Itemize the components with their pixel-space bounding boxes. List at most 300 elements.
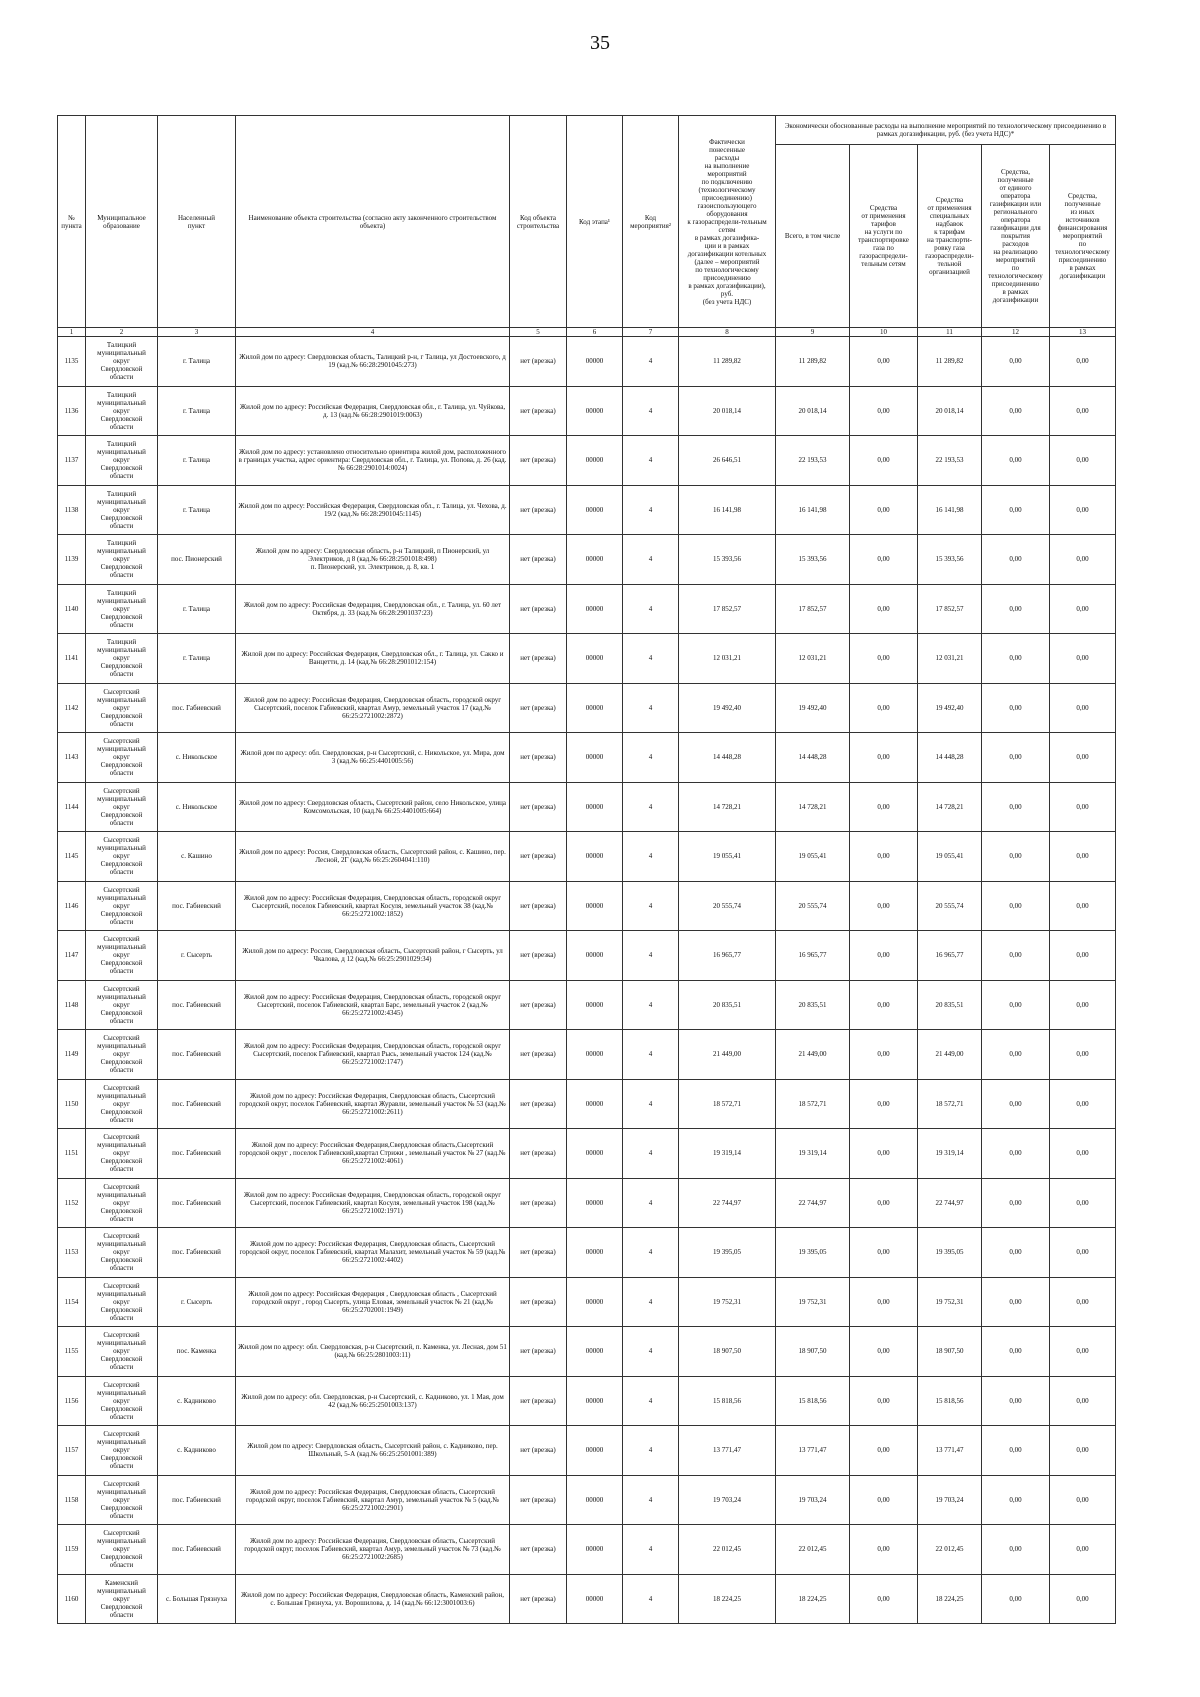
column-number: 4 bbox=[236, 328, 510, 337]
surcharges-cell: 18 224,25 bbox=[918, 1574, 982, 1624]
other-sources-cell: 0,00 bbox=[1050, 634, 1116, 684]
table-row bbox=[58, 980, 1116, 1030]
actual-expenses-cell: 14 728,21 bbox=[679, 782, 776, 832]
row-number: 1145 bbox=[58, 832, 86, 882]
settlement-cell: г. Талица bbox=[158, 337, 236, 387]
surcharges-cell: 19 395,05 bbox=[918, 1228, 982, 1278]
other-sources-cell: 0,00 bbox=[1050, 1475, 1116, 1525]
object-code-cell: нет (врезка) bbox=[510, 1574, 567, 1624]
object-code-cell: нет (врезка) bbox=[510, 386, 567, 436]
object-cell: Жилой дом по адресу: Российская Федерация, Свердловская область, городской округ Сысертский, поселок Габиевский, квартал Косуля, земельный участок 198 (кад.№ 66:25:2721002:1971) bbox=[236, 1178, 510, 1228]
municipality-cell: Талицкий муниципальный округ Свердловской области bbox=[86, 386, 158, 436]
operator-funds-cell: 0,00 bbox=[982, 337, 1050, 387]
register-table bbox=[57, 115, 1116, 1624]
event-code-cell: 4 bbox=[623, 733, 679, 783]
stage-code-cell: 00000 bbox=[567, 1525, 623, 1575]
object-code-cell: нет (врезка) bbox=[510, 485, 567, 535]
stage-code-cell: 00000 bbox=[567, 584, 623, 634]
stage-code-cell: 00000 bbox=[567, 733, 623, 783]
row-number: 1137 bbox=[58, 436, 86, 486]
operator-funds-cell: 0,00 bbox=[982, 1030, 1050, 1080]
event-code-cell: 4 bbox=[623, 634, 679, 684]
stage-code-cell: 00000 bbox=[567, 980, 623, 1030]
col-header-municipality: Муниципальное образование bbox=[86, 116, 158, 328]
operator-funds-cell: 0,00 bbox=[982, 931, 1050, 981]
surcharges-cell: 19 703,24 bbox=[918, 1475, 982, 1525]
col-header-object-code: Код объекта строительства bbox=[510, 116, 567, 328]
other-sources-cell: 0,00 bbox=[1050, 1178, 1116, 1228]
municipality-cell: Сысертский муниципальный округ Свердловской области bbox=[86, 733, 158, 783]
object-cell: Жилой дом по адресу: Российская Федерация, Свердловская область, Каменский район, с. Большая Грязнуха, ул. Ворошилова, д. 14 (кад.№ 66:12:3001003:6) bbox=[236, 1574, 510, 1624]
object-code-cell: нет (врезка) bbox=[510, 337, 567, 387]
object-cell: Жилой дом по адресу: Российская Федерация, Свердловская область, городской округ Сысертский, поселок Габиевский, квартал Косуля, земельный участок 38 (кад.№ 66:25:2721002:1852) bbox=[236, 881, 510, 931]
object-code-cell: нет (врезка) bbox=[510, 980, 567, 1030]
tariffs-cell: 0,00 bbox=[850, 634, 918, 684]
table-row bbox=[58, 1574, 1116, 1624]
table-row bbox=[58, 881, 1116, 931]
other-sources-cell: 0,00 bbox=[1050, 436, 1116, 486]
total-cell: 19 492,40 bbox=[776, 683, 850, 733]
total-cell: 14 448,28 bbox=[776, 733, 850, 783]
other-sources-cell: 0,00 bbox=[1050, 485, 1116, 535]
total-cell: 13 771,47 bbox=[776, 1426, 850, 1476]
settlement-cell: с. Большая Грязнуха bbox=[158, 1574, 236, 1624]
tariffs-cell: 0,00 bbox=[850, 1277, 918, 1327]
object-code-cell: нет (врезка) bbox=[510, 1129, 567, 1179]
event-code-cell: 4 bbox=[623, 386, 679, 436]
surcharges-cell: 16 141,98 bbox=[918, 485, 982, 535]
event-code-cell: 4 bbox=[623, 584, 679, 634]
operator-funds-cell: 0,00 bbox=[982, 1129, 1050, 1179]
total-cell: 16 965,77 bbox=[776, 931, 850, 981]
surcharges-cell: 19 492,40 bbox=[918, 683, 982, 733]
row-number: 1146 bbox=[58, 881, 86, 931]
row-number: 1159 bbox=[58, 1525, 86, 1575]
tariffs-cell: 0,00 bbox=[850, 1079, 918, 1129]
other-sources-cell: 0,00 bbox=[1050, 881, 1116, 931]
table-row bbox=[58, 535, 1116, 585]
settlement-cell: с. Кадниково bbox=[158, 1376, 236, 1426]
object-cell: Жилой дом по адресу: Российская Федерация, Свердловская область, Сысертский городской округ, поселок Габиевский, квартал Журавли, земельный участок № 53 (кад.№ 66:25:2721002:2611) bbox=[236, 1079, 510, 1129]
total-cell: 12 031,21 bbox=[776, 634, 850, 684]
object-cell: Жилой дом по адресу: Россия, Свердловская область, Сысертский район, г Сысерть, ул Чкалова, д 12 (кад.№ 66:25:2901029:34) bbox=[236, 931, 510, 981]
municipality-cell: Каменский муниципальный округ Свердловской области bbox=[86, 1574, 158, 1624]
operator-funds-cell: 0,00 bbox=[982, 1475, 1050, 1525]
actual-expenses-cell: 12 031,21 bbox=[679, 634, 776, 684]
surcharges-cell: 22 193,53 bbox=[918, 436, 982, 486]
column-number: 10 bbox=[850, 328, 918, 337]
object-code-cell: нет (врезка) bbox=[510, 1525, 567, 1575]
table-row bbox=[58, 832, 1116, 882]
surcharges-cell: 18 907,50 bbox=[918, 1327, 982, 1377]
settlement-cell: пос. Габиевский bbox=[158, 1525, 236, 1575]
actual-expenses-cell: 18 907,50 bbox=[679, 1327, 776, 1377]
stage-code-cell: 00000 bbox=[567, 1376, 623, 1426]
row-number: 1148 bbox=[58, 980, 86, 1030]
operator-funds-cell: 0,00 bbox=[982, 1574, 1050, 1624]
municipality-cell: Сысертский муниципальный округ Свердловской области bbox=[86, 1327, 158, 1377]
operator-funds-cell: 0,00 bbox=[982, 436, 1050, 486]
column-number: 3 bbox=[158, 328, 236, 337]
municipality-cell: Талицкий муниципальный округ Свердловской области bbox=[86, 485, 158, 535]
municipality-cell: Талицкий муниципальный округ Свердловской области bbox=[86, 436, 158, 486]
surcharges-cell: 22 012,45 bbox=[918, 1525, 982, 1575]
stage-code-cell: 00000 bbox=[567, 1574, 623, 1624]
column-number: 6 bbox=[567, 328, 623, 337]
tariffs-cell: 0,00 bbox=[850, 1574, 918, 1624]
municipality-cell: Сысертский муниципальный округ Свердловской области bbox=[86, 931, 158, 981]
stage-code-cell: 00000 bbox=[567, 1030, 623, 1080]
tariffs-cell: 0,00 bbox=[850, 931, 918, 981]
operator-funds-cell: 0,00 bbox=[982, 832, 1050, 882]
object-cell: Жилой дом по адресу: Свердловская область, Сысертский район, село Никольское, улица Комсомольская, 10 (кад.№ 66:25:4401005:664) bbox=[236, 782, 510, 832]
total-cell: 17 852,57 bbox=[776, 584, 850, 634]
stage-code-cell: 00000 bbox=[567, 535, 623, 585]
total-cell: 19 703,24 bbox=[776, 1475, 850, 1525]
event-code-cell: 4 bbox=[623, 1525, 679, 1575]
object-code-cell: нет (врезка) bbox=[510, 535, 567, 585]
object-code-cell: нет (врезка) bbox=[510, 436, 567, 486]
municipality-cell: Сысертский муниципальный округ Свердловской области bbox=[86, 782, 158, 832]
total-cell: 19 395,05 bbox=[776, 1228, 850, 1278]
object-code-cell: нет (врезка) bbox=[510, 1426, 567, 1476]
settlement-cell: пос. Габиевский bbox=[158, 1079, 236, 1129]
surcharges-cell: 15 818,56 bbox=[918, 1376, 982, 1426]
col-header-event-code: Код мероприятия² bbox=[623, 116, 679, 328]
object-code-cell: нет (врезка) bbox=[510, 1475, 567, 1525]
row-number: 1140 bbox=[58, 584, 86, 634]
object-cell: Жилой дом по адресу: Российская Федерация, Свердловская обл., г. Талица, ул. Чехова, д. 19/2 (кад.№ 66:28:2901045:1145) bbox=[236, 485, 510, 535]
settlement-cell: с. Никольское bbox=[158, 733, 236, 783]
operator-funds-cell: 0,00 bbox=[982, 634, 1050, 684]
total-cell: 21 449,00 bbox=[776, 1030, 850, 1080]
object-cell: Жилой дом по адресу: Свердловская область, р-н Талицкий, п Пионерский, ул Электриков, д 8 (кад.№ 66:28:2501018:498) п. Пионерский, ул. Электриков, д. 8, кв. 1 bbox=[236, 535, 510, 585]
other-sources-cell: 0,00 bbox=[1050, 980, 1116, 1030]
row-number: 1141 bbox=[58, 634, 86, 684]
table-row bbox=[58, 634, 1116, 684]
stage-code-cell: 00000 bbox=[567, 782, 623, 832]
object-code-cell: нет (врезка) bbox=[510, 931, 567, 981]
municipality-cell: Талицкий муниципальный округ Свердловской области bbox=[86, 535, 158, 585]
event-code-cell: 4 bbox=[623, 1228, 679, 1278]
tariffs-cell: 0,00 bbox=[850, 881, 918, 931]
row-number: 1143 bbox=[58, 733, 86, 783]
table-row bbox=[58, 1426, 1116, 1476]
row-number: 1144 bbox=[58, 782, 86, 832]
col-header-other-sources: Средства, полученные из иных источников финансирования мероприятий по технологическому присоединению в рамках догазификации bbox=[1050, 145, 1116, 328]
other-sources-cell: 0,00 bbox=[1050, 1525, 1116, 1575]
surcharges-cell: 14 448,28 bbox=[918, 733, 982, 783]
row-number: 1142 bbox=[58, 683, 86, 733]
settlement-cell: г. Талица bbox=[158, 584, 236, 634]
other-sources-cell: 0,00 bbox=[1050, 832, 1116, 882]
table-row bbox=[58, 1277, 1116, 1327]
event-code-cell: 4 bbox=[623, 881, 679, 931]
table-row bbox=[58, 1228, 1116, 1278]
other-sources-cell: 0,00 bbox=[1050, 1030, 1116, 1080]
actual-expenses-cell: 15 393,56 bbox=[679, 535, 776, 585]
event-code-cell: 4 bbox=[623, 1376, 679, 1426]
settlement-cell: с. Кашино bbox=[158, 832, 236, 882]
surcharges-cell: 19 319,14 bbox=[918, 1129, 982, 1179]
table-row bbox=[58, 931, 1116, 981]
surcharges-cell: 22 744,97 bbox=[918, 1178, 982, 1228]
municipality-cell: Сысертский муниципальный округ Свердловской области bbox=[86, 1228, 158, 1278]
municipality-cell: Талицкий муниципальный округ Свердловской области bbox=[86, 337, 158, 387]
event-code-cell: 4 bbox=[623, 931, 679, 981]
col-header-operator-funds: Средства, полученные от единого оператора газификации или регионального оператора газификации для покрытия расходов на реализацию мероприятий по технологическому присоединению в рамках догазификации bbox=[982, 145, 1050, 328]
object-cell: Жилой дом по адресу: Российская Федерация, Свердловская обл., г. Талица, ул. Сакко и Ванцетти, д. 14 (кад.№ 66:28:2901012:154) bbox=[236, 634, 510, 684]
total-cell: 18 572,71 bbox=[776, 1079, 850, 1129]
settlement-cell: г. Сысерть bbox=[158, 1277, 236, 1327]
stage-code-cell: 00000 bbox=[567, 634, 623, 684]
tariffs-cell: 0,00 bbox=[850, 832, 918, 882]
other-sources-cell: 0,00 bbox=[1050, 1079, 1116, 1129]
tariffs-cell: 0,00 bbox=[850, 485, 918, 535]
column-number: 9 bbox=[776, 328, 850, 337]
tariffs-cell: 0,00 bbox=[850, 436, 918, 486]
event-code-cell: 4 bbox=[623, 535, 679, 585]
row-number: 1158 bbox=[58, 1475, 86, 1525]
total-cell: 19 055,41 bbox=[776, 832, 850, 882]
operator-funds-cell: 0,00 bbox=[982, 386, 1050, 436]
column-number: 5 bbox=[510, 328, 567, 337]
table-row bbox=[58, 337, 1116, 387]
municipality-cell: Сысертский муниципальный округ Свердловской области bbox=[86, 683, 158, 733]
tariffs-cell: 0,00 bbox=[850, 337, 918, 387]
other-sources-cell: 0,00 bbox=[1050, 535, 1116, 585]
column-number: 8 bbox=[679, 328, 776, 337]
object-code-cell: нет (врезка) bbox=[510, 1376, 567, 1426]
event-code-cell: 4 bbox=[623, 1277, 679, 1327]
total-cell: 16 141,98 bbox=[776, 485, 850, 535]
tariffs-cell: 0,00 bbox=[850, 733, 918, 783]
actual-expenses-cell: 13 771,47 bbox=[679, 1426, 776, 1476]
surcharges-cell: 12 031,21 bbox=[918, 634, 982, 684]
surcharges-cell: 21 449,00 bbox=[918, 1030, 982, 1080]
object-code-cell: нет (врезка) bbox=[510, 683, 567, 733]
settlement-cell: пос. Габиевский bbox=[158, 1228, 236, 1278]
stage-code-cell: 00000 bbox=[567, 1327, 623, 1377]
object-cell: Жилой дом по адресу: Российская Федерация,Свердловская область,Сысертский городской округ , поселок Габиевский,квартал Стрижи , земельный участок № 27 (кад.№ 66:25:2721002:4061) bbox=[236, 1129, 510, 1179]
other-sources-cell: 0,00 bbox=[1050, 683, 1116, 733]
object-cell: Жилой дом по адресу: Российская Федерация , Свердловская область , Сысертский городской округ , город Сысерть, улица Еловая, земельный участок № 21 (кад.№ 66:25:2702001:1949) bbox=[236, 1277, 510, 1327]
actual-expenses-cell: 15 818,56 bbox=[679, 1376, 776, 1426]
table-row bbox=[58, 1030, 1116, 1080]
tariffs-cell: 0,00 bbox=[850, 386, 918, 436]
object-code-cell: нет (врезка) bbox=[510, 881, 567, 931]
total-cell: 20 835,51 bbox=[776, 980, 850, 1030]
actual-expenses-cell: 26 646,51 bbox=[679, 436, 776, 486]
event-code-cell: 4 bbox=[623, 337, 679, 387]
stage-code-cell: 00000 bbox=[567, 337, 623, 387]
surcharges-cell: 16 965,77 bbox=[918, 931, 982, 981]
settlement-cell: пос. Габиевский bbox=[158, 1178, 236, 1228]
tariffs-cell: 0,00 bbox=[850, 1030, 918, 1080]
table-row bbox=[58, 683, 1116, 733]
object-cell: Жилой дом по адресу: Российская Федерация, Свердловская область, Сысертский городской округ, поселок Габиевский, квартал Амур, земельный участок № 73 (кад.№ 66:25:2721002:2685) bbox=[236, 1525, 510, 1575]
settlement-cell: с. Кадниково bbox=[158, 1426, 236, 1476]
event-code-cell: 4 bbox=[623, 436, 679, 486]
municipality-cell: Сысертский муниципальный округ Свердловской области bbox=[86, 1178, 158, 1228]
municipality-cell: Сысертский муниципальный округ Свердловской области bbox=[86, 1277, 158, 1327]
row-number: 1156 bbox=[58, 1376, 86, 1426]
stage-code-cell: 00000 bbox=[567, 683, 623, 733]
column-number: 2 bbox=[86, 328, 158, 337]
tariffs-cell: 0,00 bbox=[850, 1426, 918, 1476]
actual-expenses-cell: 20 835,51 bbox=[679, 980, 776, 1030]
surcharges-cell: 14 728,21 bbox=[918, 782, 982, 832]
actual-expenses-cell: 19 703,24 bbox=[679, 1475, 776, 1525]
operator-funds-cell: 0,00 bbox=[982, 1178, 1050, 1228]
settlement-cell: г. Талица bbox=[158, 386, 236, 436]
object-cell: Жилой дом по адресу: Российская Федерация, Свердловская область, городской округ Сысертский, поселок Габиевский, квартал Амур, земельный участок 17 (кад.№ 66:25:2721002:2872) bbox=[236, 683, 510, 733]
tariffs-cell: 0,00 bbox=[850, 584, 918, 634]
operator-funds-cell: 0,00 bbox=[982, 1327, 1050, 1377]
municipality-cell: Сысертский муниципальный округ Свердловской области bbox=[86, 1525, 158, 1575]
event-code-cell: 4 bbox=[623, 1426, 679, 1476]
operator-funds-cell: 0,00 bbox=[982, 1525, 1050, 1575]
object-cell: Жилой дом по адресу: Российская Федерация, Свердловская обл., г. Талица, ул. Чуйкова, д. 13 (кад.№ 66:28:2901019:0063) bbox=[236, 386, 510, 436]
row-number: 1149 bbox=[58, 1030, 86, 1080]
settlement-cell: пос. Габиевский bbox=[158, 1030, 236, 1080]
table-row bbox=[58, 1525, 1116, 1575]
surcharges-cell: 17 852,57 bbox=[918, 584, 982, 634]
municipality-cell: Сысертский муниципальный округ Свердловской области bbox=[86, 980, 158, 1030]
operator-funds-cell: 0,00 bbox=[982, 881, 1050, 931]
actual-expenses-cell: 16 141,98 bbox=[679, 485, 776, 535]
other-sources-cell: 0,00 bbox=[1050, 733, 1116, 783]
row-number: 1151 bbox=[58, 1129, 86, 1179]
row-number: 1150 bbox=[58, 1079, 86, 1129]
surcharges-cell: 20 835,51 bbox=[918, 980, 982, 1030]
stage-code-cell: 00000 bbox=[567, 1426, 623, 1476]
actual-expenses-cell: 19 395,05 bbox=[679, 1228, 776, 1278]
total-cell: 18 224,25 bbox=[776, 1574, 850, 1624]
tariffs-cell: 0,00 bbox=[850, 535, 918, 585]
table-row bbox=[58, 485, 1116, 535]
settlement-cell: пос. Пионерский bbox=[158, 535, 236, 585]
row-number: 1152 bbox=[58, 1178, 86, 1228]
total-cell: 22 744,97 bbox=[776, 1178, 850, 1228]
stage-code-cell: 00000 bbox=[567, 386, 623, 436]
object-cell: Жилой дом по адресу: обл. Свердловская, р-н Сысертский, с. Кадниково, ул. 1 Мая, дом 42 (кад.№ 66:25:2501003:137) bbox=[236, 1376, 510, 1426]
operator-funds-cell: 0,00 bbox=[982, 1277, 1050, 1327]
actual-expenses-cell: 19 055,41 bbox=[679, 832, 776, 882]
tariffs-cell: 0,00 bbox=[850, 980, 918, 1030]
actual-expenses-cell: 14 448,28 bbox=[679, 733, 776, 783]
stage-code-cell: 00000 bbox=[567, 1129, 623, 1179]
row-number: 1135 bbox=[58, 337, 86, 387]
stage-code-cell: 00000 bbox=[567, 1277, 623, 1327]
actual-expenses-cell: 22 744,97 bbox=[679, 1178, 776, 1228]
other-sources-cell: 0,00 bbox=[1050, 386, 1116, 436]
municipality-cell: Сысертский муниципальный округ Свердловской области bbox=[86, 1376, 158, 1426]
other-sources-cell: 0,00 bbox=[1050, 584, 1116, 634]
municipality-cell: Сысертский муниципальный округ Свердловской области bbox=[86, 1475, 158, 1525]
operator-funds-cell: 0,00 bbox=[982, 782, 1050, 832]
actual-expenses-cell: 19 492,40 bbox=[679, 683, 776, 733]
col-header-settlement: Населенный пункт bbox=[158, 116, 236, 328]
event-code-cell: 4 bbox=[623, 1178, 679, 1228]
other-sources-cell: 0,00 bbox=[1050, 337, 1116, 387]
object-cell: Жилой дом по адресу: Свердловская область, Талицкий р-н, г Талица, ул Достоевского, д 19 (кад.№ 66:28:2901045:273) bbox=[236, 337, 510, 387]
object-code-cell: нет (врезка) bbox=[510, 1277, 567, 1327]
event-code-cell: 4 bbox=[623, 782, 679, 832]
stage-code-cell: 00000 bbox=[567, 1178, 623, 1228]
settlement-cell: пос. Габиевский bbox=[158, 1129, 236, 1179]
object-cell: Жилой дом по адресу: Свердловская область, Сысертский район, с. Кадниково, пер. Школьный, 5-А (кад.№ 66:25:2501001:389) bbox=[236, 1426, 510, 1476]
surcharges-cell: 15 393,56 bbox=[918, 535, 982, 585]
other-sources-cell: 0,00 bbox=[1050, 1426, 1116, 1476]
object-code-cell: нет (врезка) bbox=[510, 782, 567, 832]
actual-expenses-cell: 21 449,00 bbox=[679, 1030, 776, 1080]
operator-funds-cell: 0,00 bbox=[982, 584, 1050, 634]
tariffs-cell: 0,00 bbox=[850, 1228, 918, 1278]
object-cell: Жилой дом по адресу: обл. Свердловская, р-н Сысертский, с. Никольское, ул. Мира, дом 3 (кад.№ 66:25:4401005:56) bbox=[236, 733, 510, 783]
surcharges-cell: 20 018,14 bbox=[918, 386, 982, 436]
other-sources-cell: 0,00 bbox=[1050, 1327, 1116, 1377]
stage-code-cell: 00000 bbox=[567, 485, 623, 535]
object-code-cell: нет (врезка) bbox=[510, 1030, 567, 1080]
tariffs-cell: 0,00 bbox=[850, 1129, 918, 1179]
operator-funds-cell: 0,00 bbox=[982, 683, 1050, 733]
table-row bbox=[58, 386, 1116, 436]
page-number: 35 bbox=[590, 32, 610, 54]
row-number: 1157 bbox=[58, 1426, 86, 1476]
settlement-cell: г. Талица bbox=[158, 634, 236, 684]
table-row bbox=[58, 436, 1116, 486]
municipality-cell: Сысертский муниципальный округ Свердловской области bbox=[86, 881, 158, 931]
event-code-cell: 4 bbox=[623, 683, 679, 733]
other-sources-cell: 0,00 bbox=[1050, 1228, 1116, 1278]
object-cell: Жилой дом по адресу: Россия, Свердловская область, Сысертский район, с. Кашино, пер. Лесной, 2Г (кад.№ 66:25:2604041:110) bbox=[236, 832, 510, 882]
actual-expenses-cell: 19 319,14 bbox=[679, 1129, 776, 1179]
table-row bbox=[58, 1079, 1116, 1129]
total-cell: 14 728,21 bbox=[776, 782, 850, 832]
row-number: 1147 bbox=[58, 931, 86, 981]
operator-funds-cell: 0,00 bbox=[982, 1376, 1050, 1426]
stage-code-cell: 00000 bbox=[567, 832, 623, 882]
object-code-cell: нет (врезка) bbox=[510, 832, 567, 882]
total-cell: 22 193,53 bbox=[776, 436, 850, 486]
col-header-number: № пункта bbox=[58, 116, 86, 328]
settlement-cell: с. Никольское bbox=[158, 782, 236, 832]
surcharges-cell: 13 771,47 bbox=[918, 1426, 982, 1476]
surcharges-cell: 20 555,74 bbox=[918, 881, 982, 931]
row-number: 1138 bbox=[58, 485, 86, 535]
actual-expenses-cell: 11 289,82 bbox=[679, 337, 776, 387]
actual-expenses-cell: 18 224,25 bbox=[679, 1574, 776, 1624]
other-sources-cell: 0,00 bbox=[1050, 931, 1116, 981]
event-code-cell: 4 bbox=[623, 1030, 679, 1080]
actual-expenses-cell: 22 012,45 bbox=[679, 1525, 776, 1575]
object-cell: Жилой дом по адресу: Российская Федерация, Свердловская область, городской округ Сысертский, поселок Габиевский, квартал Барс, земельный участок 2 (кад.№ 66:25:2721002:4345) bbox=[236, 980, 510, 1030]
object-code-cell: нет (врезка) bbox=[510, 733, 567, 783]
object-code-cell: нет (врезка) bbox=[510, 634, 567, 684]
municipality-cell: Сысертский муниципальный округ Свердловской области bbox=[86, 1079, 158, 1129]
surcharges-cell: 19 055,41 bbox=[918, 832, 982, 882]
actual-expenses-cell: 20 018,14 bbox=[679, 386, 776, 436]
object-code-cell: нет (врезка) bbox=[510, 1079, 567, 1129]
event-code-cell: 4 bbox=[623, 485, 679, 535]
object-code-cell: нет (врезка) bbox=[510, 584, 567, 634]
tariffs-cell: 0,00 bbox=[850, 683, 918, 733]
total-cell: 15 393,56 bbox=[776, 535, 850, 585]
object-cell: Жилой дом по адресу: обл. Свердловская, р-н Сысертский, п. Каменка, ул. Лесная, дом 51 (кад.№ 66:25:2801003:11) bbox=[236, 1327, 510, 1377]
table-row bbox=[58, 584, 1116, 634]
object-code-cell: нет (врезка) bbox=[510, 1327, 567, 1377]
